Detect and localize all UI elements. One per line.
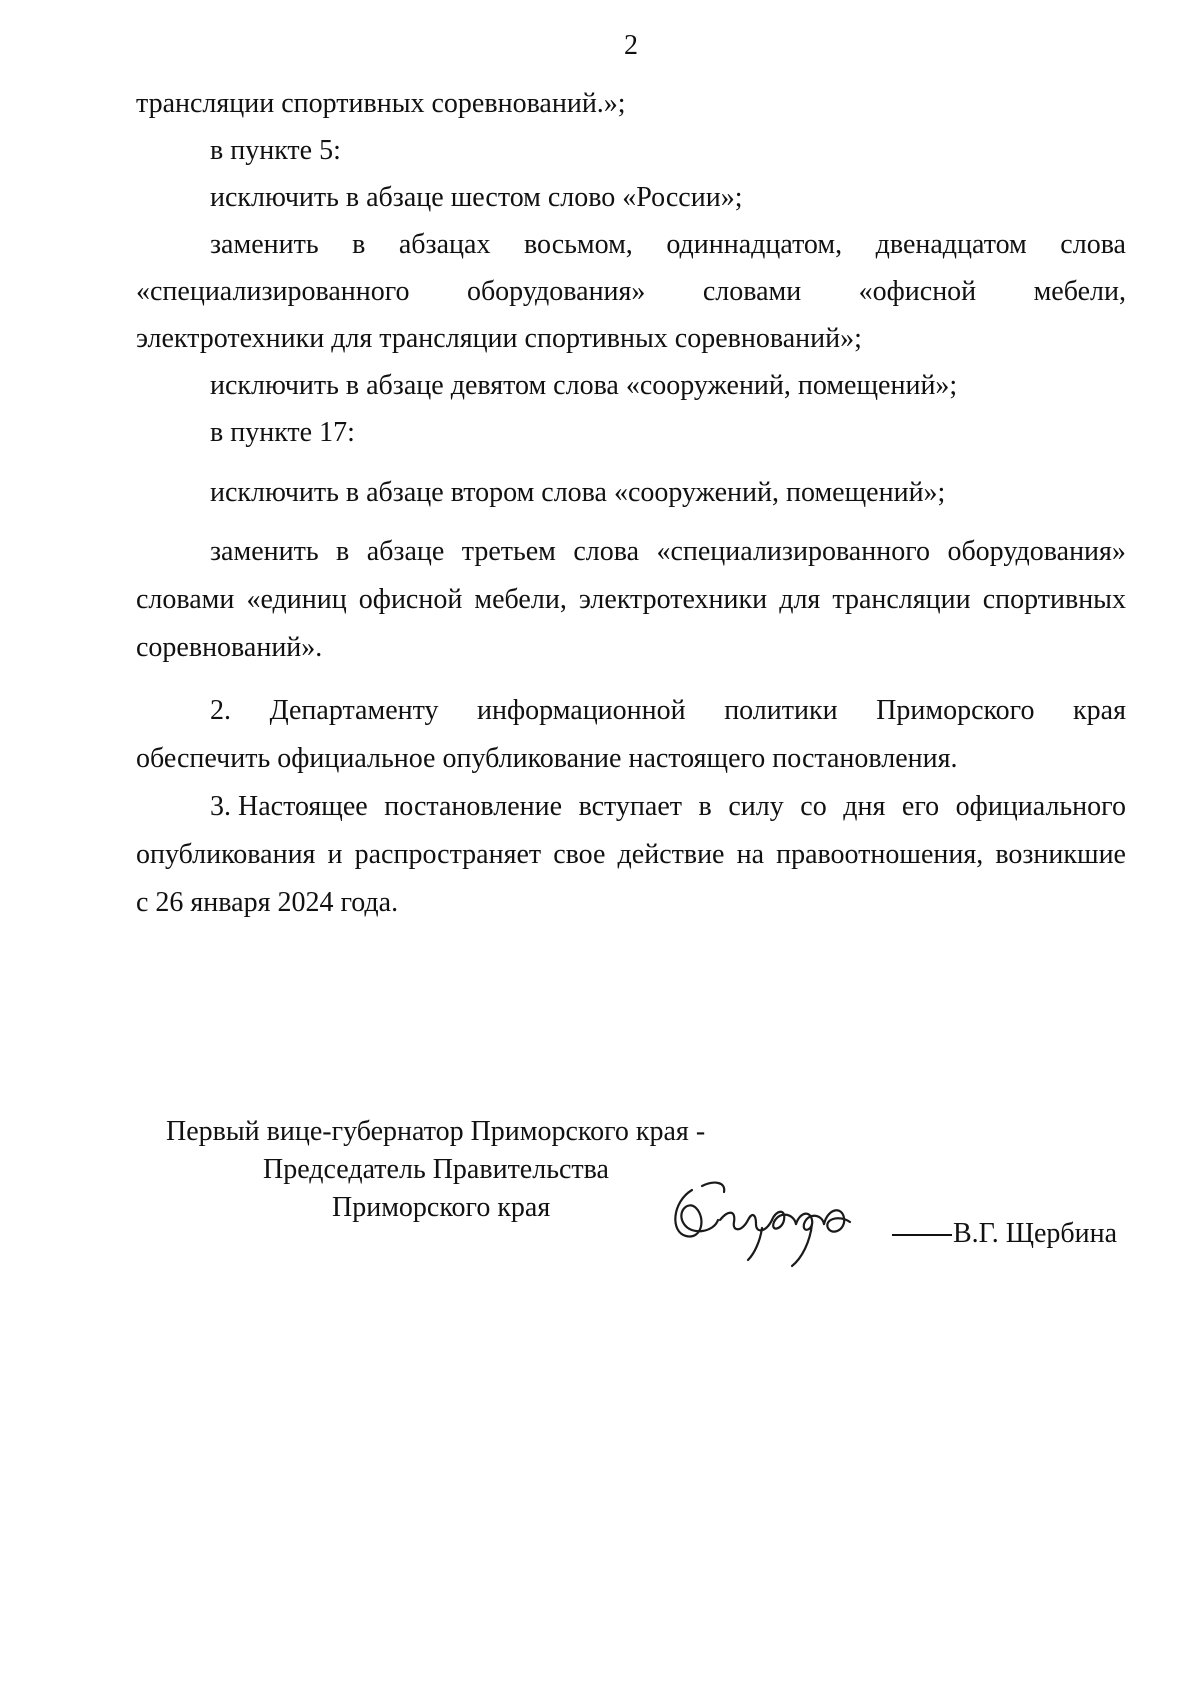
word: «специализированного: [656, 536, 930, 567]
word: для: [779, 584, 821, 615]
word: официального: [955, 791, 1126, 822]
word: офисной: [358, 584, 463, 615]
word: одиннадцатом,: [666, 229, 843, 260]
word: оборудования»: [466, 276, 646, 307]
signatory-title-line: Первый вице-губернатор Приморского края -: [166, 1116, 706, 1147]
justified-line: [136, 837, 1126, 873]
word: «специализированного: [136, 276, 410, 307]
paragraph-line: с 26 января 2024 года.: [136, 887, 399, 918]
justified-line: [136, 274, 1126, 310]
word: Приморского: [876, 695, 1035, 726]
signatory-title-line: Приморского края: [332, 1192, 551, 1223]
word: со: [800, 791, 827, 822]
justified-line: [210, 534, 1126, 570]
word: возникшие: [995, 839, 1126, 870]
word: мебели,: [474, 584, 567, 615]
word: в: [698, 791, 712, 822]
paragraph-line: соревнований».: [136, 632, 323, 663]
signatory-title-line: Председатель Правительства: [263, 1154, 609, 1185]
word: заменить: [210, 229, 319, 260]
word: силу: [728, 791, 784, 822]
word: словами: [702, 276, 802, 307]
word: политики: [724, 695, 838, 726]
word: трансляции: [832, 584, 971, 615]
word: заменить: [210, 536, 319, 567]
paragraph-line: исключить в абзаце втором слова «сооружений, помещений»;: [210, 477, 946, 508]
paragraph-line: в пункте 5:: [210, 135, 341, 166]
word: слова: [1060, 229, 1126, 260]
word: в: [336, 536, 350, 567]
word: мебели,: [1033, 276, 1126, 307]
word: дня: [843, 791, 886, 822]
word: 3. Настоящее: [210, 791, 368, 822]
word: и: [327, 839, 343, 870]
word: вступает: [578, 791, 682, 822]
word: спортивных: [982, 584, 1126, 615]
word: опубликования: [136, 839, 316, 870]
word: правоотношения,: [776, 839, 984, 870]
justified-line: [210, 693, 1126, 729]
word: его: [901, 791, 940, 822]
word: свое: [553, 839, 606, 870]
signature-dash: [892, 1234, 952, 1236]
justified-line: [210, 227, 1126, 263]
word: «офисной: [858, 276, 977, 307]
justified-line: [210, 789, 1126, 825]
word: третьем: [461, 536, 556, 567]
word: двенадцатом: [875, 229, 1027, 260]
word: на: [736, 839, 765, 870]
word: края: [1073, 695, 1126, 726]
word: восьмом,: [523, 229, 633, 260]
word: слова: [573, 536, 640, 567]
word: «единиц: [246, 584, 347, 615]
word: электротехники: [578, 584, 768, 615]
signatory-name: В.Г. Щербина: [953, 1218, 1118, 1249]
word: постановление: [384, 791, 563, 822]
word: оборудования»: [947, 536, 1126, 567]
paragraph-line: в пункте 17:: [210, 417, 355, 448]
handwritten-signature: [662, 1162, 902, 1282]
word: абзаце: [366, 536, 445, 567]
word: в: [352, 229, 366, 260]
word: 2.: [210, 695, 231, 726]
paragraph-line: исключить в абзаце девятом слова «сооружений, помещений»;: [210, 370, 958, 401]
word: абзацах: [398, 229, 491, 260]
justified-line: [136, 582, 1126, 618]
word: распространяет: [354, 839, 542, 870]
word: Департаменту: [269, 695, 439, 726]
paragraph-line: обеспечить официальное опубликование настоящего постановления.: [136, 743, 958, 774]
paragraph-line: исключить в абзаце шестом слово «России»;: [210, 182, 743, 213]
word: действие: [617, 839, 725, 870]
page-number: 2: [624, 30, 638, 61]
paragraph-line: электротехники для трансляции спортивных соревнований»;: [136, 323, 862, 354]
word: информационной: [477, 695, 686, 726]
paragraph-line: трансляции спортивных соревнований.»;: [136, 88, 626, 119]
word: словами: [136, 584, 235, 615]
